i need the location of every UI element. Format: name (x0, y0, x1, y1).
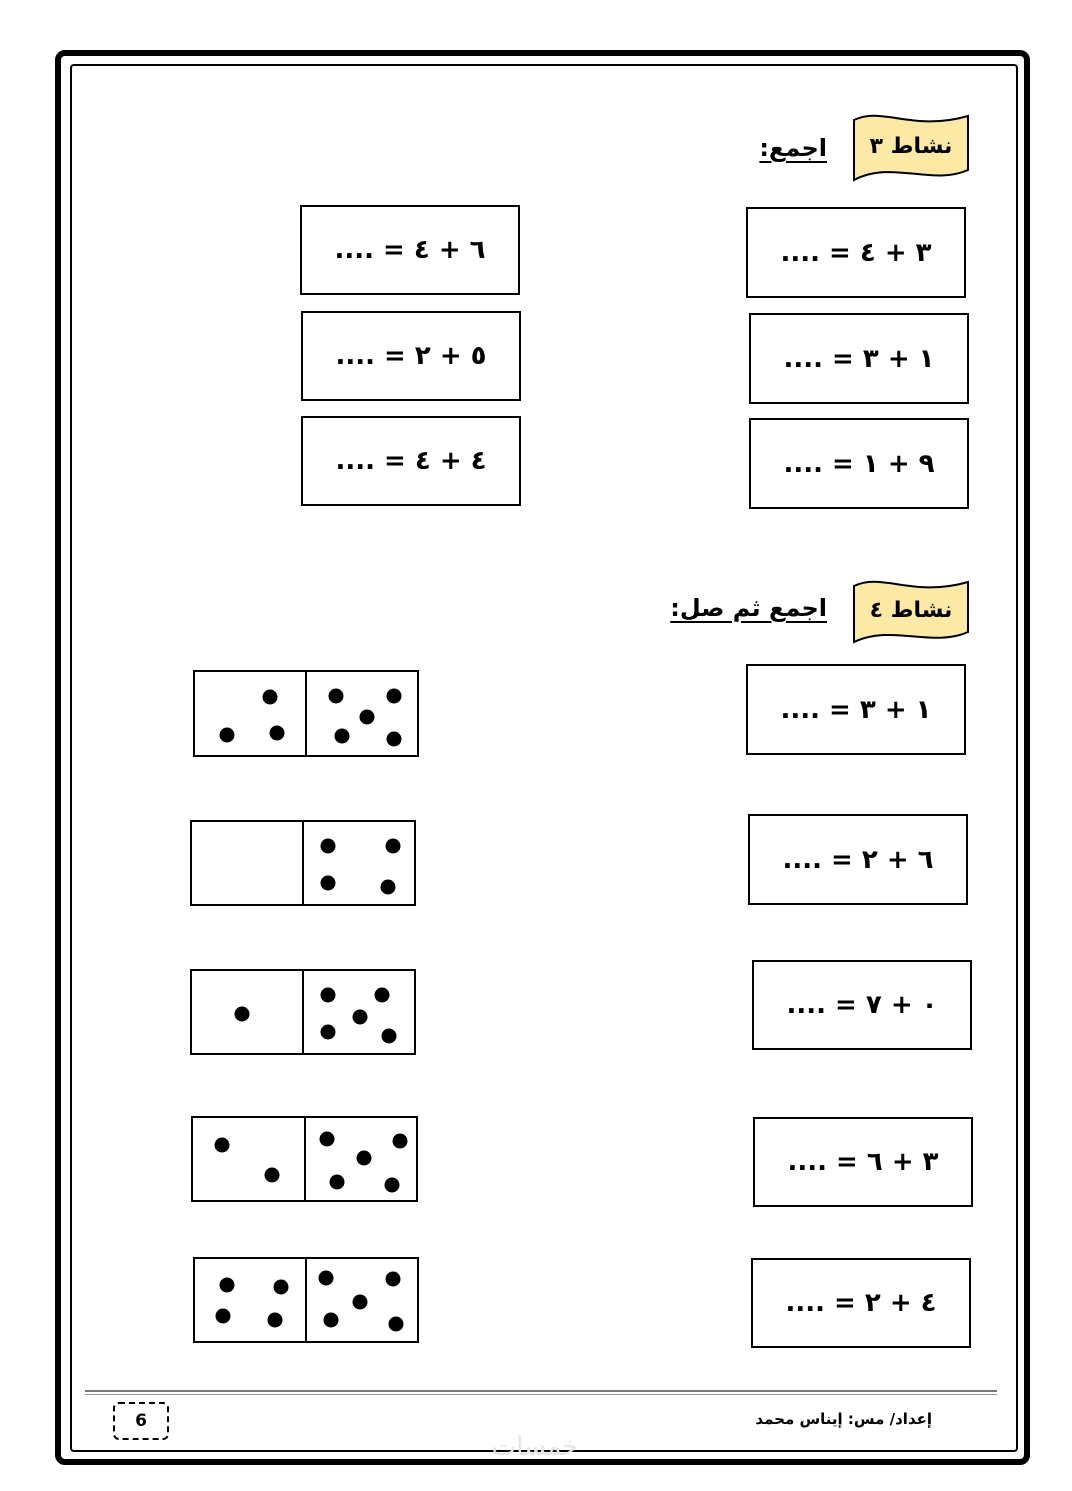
equation-box: ١ + ٣ = .... (749, 313, 969, 404)
equation-box: ٤ + ٢ = .... (751, 1258, 971, 1348)
domino-dot (270, 726, 285, 741)
equation-box: ٥ + ٢ = .... (301, 311, 521, 401)
activity4-badge-label: نشاط ٤ (869, 597, 953, 623)
domino-tile (190, 820, 416, 906)
domino-dot (220, 728, 235, 743)
domino-dot (215, 1138, 230, 1153)
domino-dot (263, 690, 278, 705)
equation-box: ٦ + ٤ = .... (300, 205, 520, 295)
domino-dot (335, 729, 350, 744)
domino-dot (382, 1029, 397, 1044)
domino-dot (389, 1317, 404, 1332)
domino-dot (220, 1278, 235, 1293)
domino-dot (381, 880, 396, 895)
watermark: خمسات (491, 1432, 579, 1462)
domino-dot (360, 710, 375, 725)
domino-divider (305, 1259, 307, 1341)
domino-dot (386, 839, 401, 854)
domino-divider (302, 822, 304, 904)
domino-dot (393, 1134, 408, 1149)
domino-dot (321, 839, 336, 854)
equation-box: ٩ + ١ = .... (749, 418, 969, 509)
equation-box: ١ + ٣ = .... (746, 664, 966, 755)
activity3-badge (852, 108, 970, 184)
domino-dot (319, 1271, 334, 1286)
equation-box: ٦ + ٢ = .... (748, 814, 968, 905)
domino-dot (268, 1313, 283, 1328)
domino-divider (305, 672, 307, 755)
domino-dot (329, 689, 344, 704)
activity3-instruction: اجمع: (759, 134, 827, 162)
domino-dot (387, 689, 402, 704)
domino-dot (387, 732, 402, 747)
domino-dot (324, 1313, 339, 1328)
author-credit: إعداد/ مس: إيناس محمد (755, 1410, 932, 1428)
domino-dot (235, 1007, 250, 1022)
domino-dot (330, 1175, 345, 1190)
domino-dot (265, 1168, 280, 1183)
activity4-instruction: اجمع ثم صل: (670, 594, 827, 622)
domino-divider (302, 971, 304, 1053)
equation-box: ٣ + ٦ = .... (753, 1117, 973, 1207)
domino-dot (216, 1309, 231, 1324)
domino-dot (375, 988, 390, 1003)
domino-dot (274, 1280, 289, 1295)
domino-dot (320, 1132, 335, 1147)
equation-box: ٣ + ٤ = .... (746, 207, 966, 298)
domino-dot (321, 876, 336, 891)
domino-divider (304, 1118, 306, 1200)
domino-tile (190, 969, 416, 1055)
activity3-badge-label: نشاط ٣ (869, 133, 953, 159)
domino-dot (321, 988, 336, 1003)
domino-tile (191, 1116, 418, 1202)
domino-dot (353, 1010, 368, 1025)
footer-divider (85, 1394, 997, 1395)
equation-box: ٤ + ٤ = .... (301, 416, 521, 506)
domino-dot (321, 1025, 336, 1040)
domino-tile (193, 1257, 419, 1343)
domino-dot (357, 1151, 372, 1166)
domino-tile (193, 670, 419, 757)
domino-dot (385, 1178, 400, 1193)
domino-dot (353, 1295, 368, 1310)
page-number: 6 (113, 1402, 169, 1440)
activity4-badge (852, 574, 970, 646)
footer-divider (85, 1390, 997, 1392)
equation-box: ٠ + ٧ = .... (752, 960, 972, 1050)
domino-dot (386, 1272, 401, 1287)
